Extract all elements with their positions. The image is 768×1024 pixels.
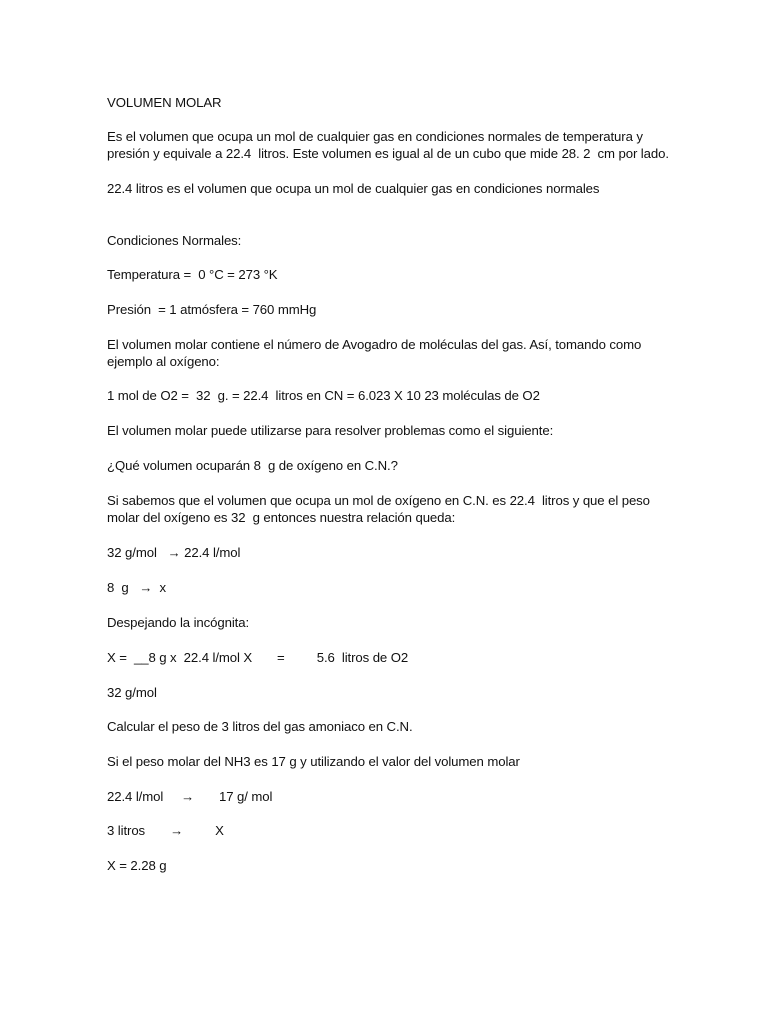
solving-heading: Despejando la incógnita: [107, 615, 250, 630]
oxygen-equation: 1 mol de O2 = 32 g. = 22.4 litros en CN = 6.023 X 10 23 moléculas de O2 [107, 388, 540, 403]
definition-line-2: presión y equivale a 22.4 litros. Este volumen es igual al de un cubo que mide 28. 2 cm por lado. [107, 146, 669, 161]
pressure-text: Presión = 1 atmósfera = 760 mmHg [107, 302, 317, 317]
ratio-line-4: 3 litros → X [107, 823, 224, 838]
reasoning-line-2: molar del oxígeno es 32 g entonces nuestra relación queda: [107, 510, 456, 525]
definition-line-1: Es el volumen que ocupa un mol de cualquier gas en condiciones normales de temperatura y [107, 129, 643, 144]
avogadro-line-1: El volumen molar contiene el número de Avogadro de moléculas del gas. Así, tomando como [107, 337, 642, 352]
document-title: VOLUMEN MOLAR [107, 95, 222, 110]
solution-line: X = __8 g x 22.4 l/mol X = 5.6 litros de O2 [107, 650, 409, 665]
temperature-text: Temperatura = 0 °C = 273 °K [107, 267, 278, 282]
answer-text: X = 2.28 g [107, 858, 167, 873]
denominator-text: 32 g/mol [107, 685, 157, 700]
question-1: ¿Qué volumen ocuparán 8 g de oxígeno en C.N.? [107, 458, 398, 473]
question-2: Calcular el peso de 3 litros del gas amoniaco en C.N. [107, 719, 413, 734]
ratio-line-1: 32 g/mol → 22.4 l/mol [107, 545, 241, 560]
conditions-heading: Condiciones Normales: [107, 233, 242, 248]
avogadro-line-2: ejemplo al oxígeno: [107, 354, 220, 369]
problems-intro: El volumen molar puede utilizarse para resolver problemas como el siguiente: [107, 423, 554, 438]
summary-text: 22.4 litros es el volumen que ocupa un mol de cualquier gas en condiciones normales [107, 181, 600, 196]
nh3-statement: Si el peso molar del NH3 es 17 g y utilizando el valor del volumen molar [107, 754, 520, 769]
reasoning-line-1: Si sabemos que el volumen que ocupa un mol de oxígeno en C.N. es 22.4 litros y que el peso [107, 493, 650, 508]
ratio-line-3: 22.4 l/mol → 17 g/ mol [107, 789, 273, 804]
ratio-line-2: 8 g → x [107, 580, 166, 595]
